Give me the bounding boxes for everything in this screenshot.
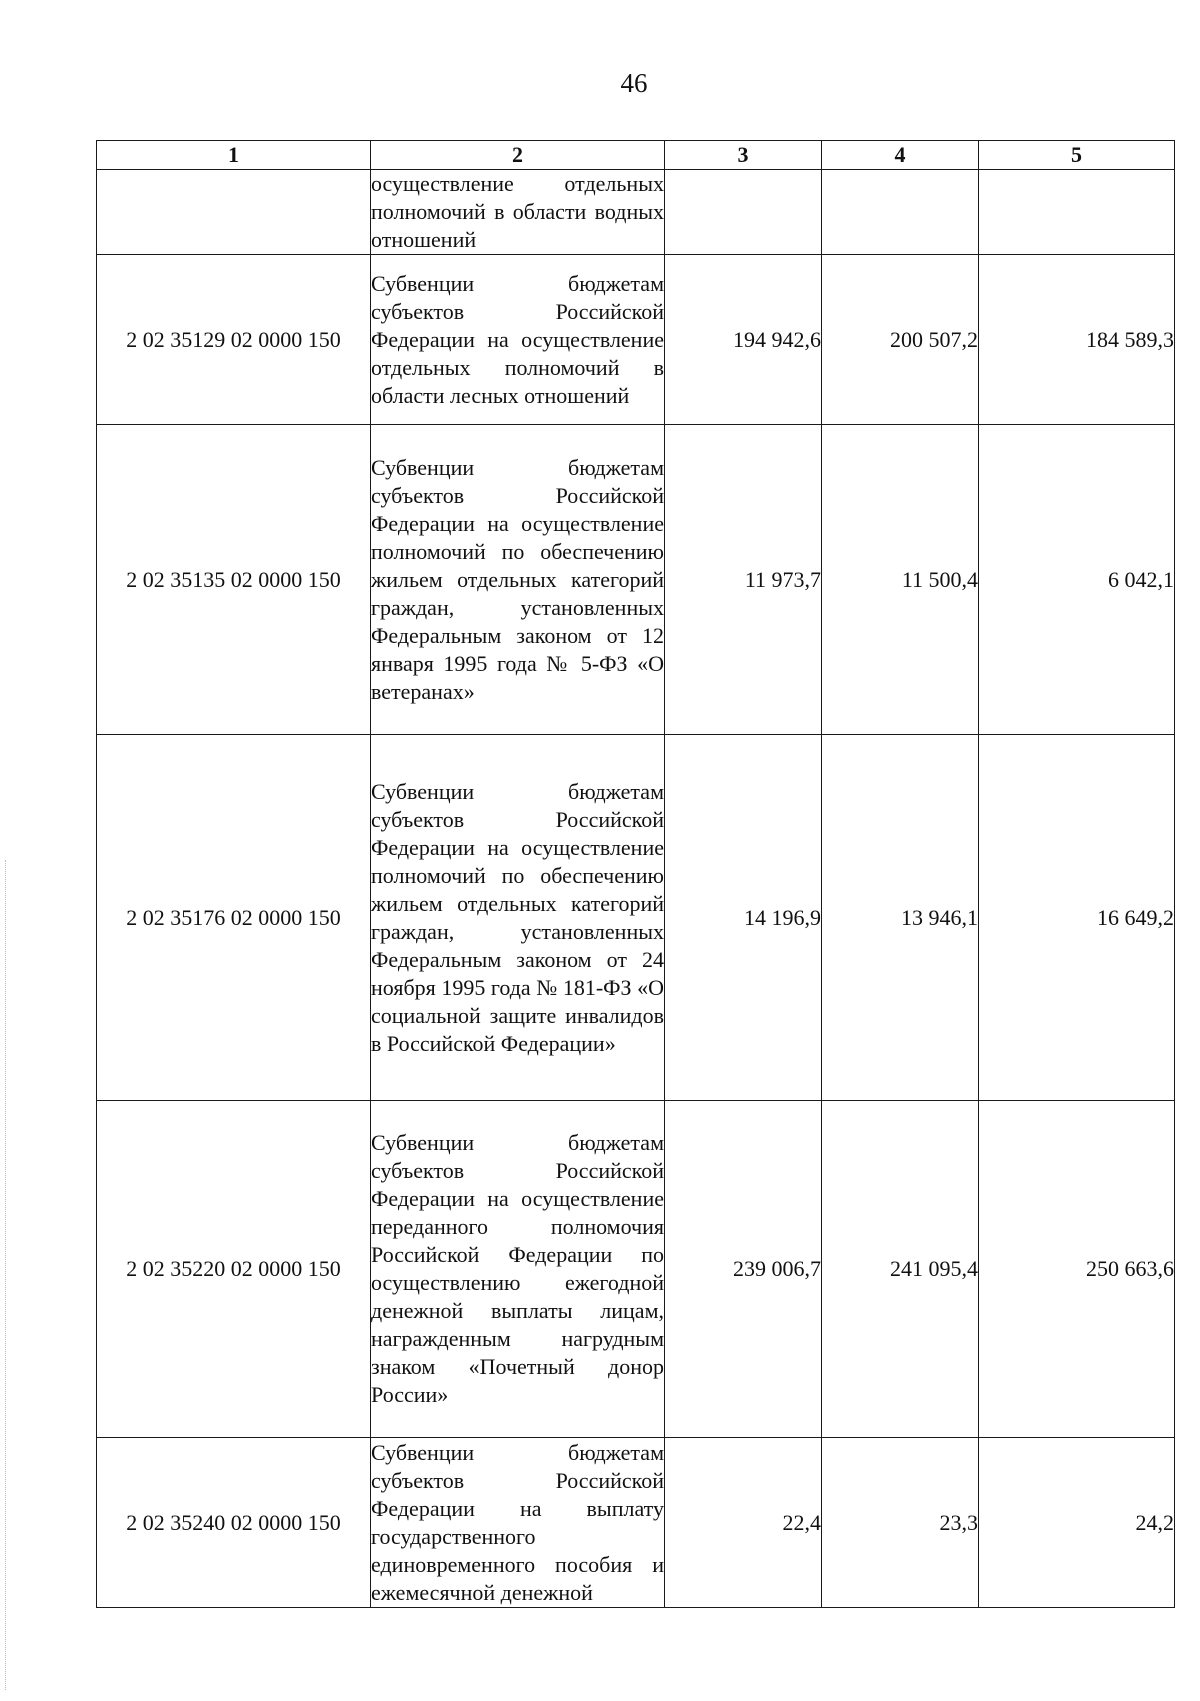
amount-col5-cell: 24,2 [979,1438,1175,1608]
amount-col4-cell: 11 500,4 [822,425,979,735]
column-header-5: 5 [979,141,1175,170]
table-row [97,1438,1175,1608]
table-row [97,735,1175,1101]
scan-margin-line [5,860,6,1690]
revenue-code-cell: 2 02 35129 02 0000 150 [97,255,371,425]
column-header-1: 1 [97,141,371,170]
revenue-name-cell: Субвенции бюджетам субъектов Российской Федерации на осуществление полномочий по обеспечению жильем отдельных категорий граждан, установленных Федеральным законом от 12 января 1995 года № 5-ФЗ «О ветеранах» [371,425,665,735]
table-row [97,1101,1175,1438]
table-row [97,425,1175,735]
amount-col3-cell: 194 942,6 [665,255,822,425]
revenue-code-cell [97,170,371,255]
revenue-code-cell: 2 02 35240 02 0000 150 [97,1438,371,1608]
amount-col5-cell: 6 042,1 [979,425,1175,735]
revenue-name-cell: Субвенции бюджетам субъектов Российской Федерации на осуществление отдельных полномочий в области лесных отношений [371,255,665,425]
amount-col3-cell [665,170,822,255]
amount-col5-cell: 16 649,2 [979,735,1175,1101]
amount-col4-cell: 200 507,2 [822,255,979,425]
amount-col4-cell: 23,3 [822,1438,979,1608]
amount-col5-cell [979,170,1175,255]
column-header-2: 2 [371,141,665,170]
amount-col3-cell: 11 973,7 [665,425,822,735]
table-row [97,170,1175,255]
page-number: 46 [620,68,648,98]
column-header-3: 3 [665,141,822,170]
table-row [97,255,1175,425]
amount-col4-cell: 13 946,1 [822,735,979,1101]
revenue-name-cell: Субвенции бюджетам субъектов Российской Федерации на осуществление полномочий по обеспечению жильем отдельных категорий граждан, установленных Федеральным законом от 24 ноября 1995 года № 181-ФЗ «О социальной защите инвалидов в Российской Федерации» [371,735,665,1101]
revenue-name-cell: осуществление отдельных полномочий в области водных отношений [371,170,665,255]
amount-col4-cell [822,170,979,255]
amount-col4-cell: 241 095,4 [822,1101,979,1438]
revenue-name-cell: Субвенции бюджетам субъектов Российской Федерации на осуществление переданного полномочия Российской Федерации по осуществлению ежегодной денежной выплаты лицам, награжденным нагрудным знаком «Почетный донор России» [371,1101,665,1438]
amount-col3-cell: 239 006,7 [665,1101,822,1438]
revenue-code-cell: 2 02 35135 02 0000 150 [97,425,371,735]
amount-col5-cell: 250 663,6 [979,1101,1175,1438]
amount-col5-cell: 184 589,3 [979,255,1175,425]
amount-col3-cell: 22,4 [665,1438,822,1608]
budget-table [96,140,1175,1608]
revenue-name-cell: Субвенции бюджетам субъектов Российской Федерации на выплату государственного единовременного пособия и ежемесячной денежной [371,1438,665,1608]
revenue-code-cell: 2 02 35220 02 0000 150 [97,1101,371,1438]
amount-col3-cell: 14 196,9 [665,735,822,1101]
revenue-code-cell: 2 02 35176 02 0000 150 [97,735,371,1101]
column-header-4: 4 [822,141,979,170]
table-header-row [97,141,1175,170]
